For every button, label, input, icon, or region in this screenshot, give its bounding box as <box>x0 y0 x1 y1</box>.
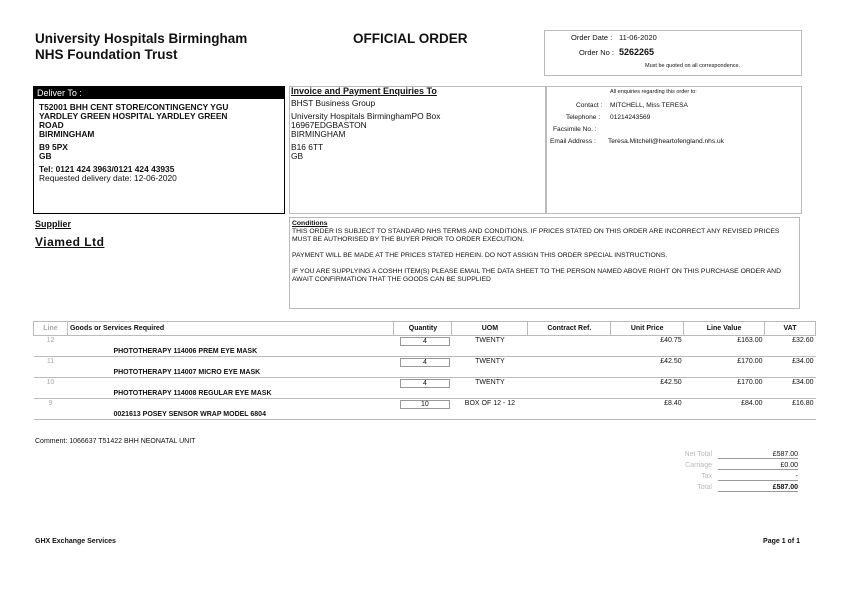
table-row <box>34 336 816 348</box>
vat-cell: £34.00 <box>792 379 814 386</box>
invoice-line3: 16967EDGBASTON <box>291 120 367 130</box>
order-info-box <box>544 30 802 76</box>
unit-price-cell: £40.75 <box>660 337 682 344</box>
deliver-country: GB <box>39 151 52 161</box>
quantity-field: 10 <box>400 400 450 409</box>
col-header-vat: VAT <box>765 322 816 336</box>
invoice-line2: University Hospitals BirminghamPO Box <box>291 111 441 121</box>
contact-value: MITCHELL, Miss TERESA <box>610 102 688 109</box>
quantity-field: 4 <box>400 379 450 388</box>
invoice-line1: BHST Business Group <box>291 98 376 108</box>
deliver-line1: T52001 BHH CENT STORE/CONTINGENCY YGU <box>39 102 229 112</box>
order-lines-table <box>33 321 816 420</box>
line-number: 9 <box>48 400 53 407</box>
vat-cell: £32.60 <box>792 337 814 344</box>
invoice-postcode: B16 6TT <box>291 142 324 152</box>
telephone-value: 01214243569 <box>610 114 651 121</box>
uom-cell: TWENTY <box>475 358 505 365</box>
trust-name-line1: University Hospitals Birmingham <box>35 31 248 46</box>
deliver-line4: BIRMINGHAM <box>39 129 95 139</box>
contract-ref-cell <box>528 357 611 369</box>
order-no-value: 5262265 <box>619 47 655 57</box>
item-description: PHOTOTHERAPY 114006 PREM EYE MASK <box>67 347 394 357</box>
conditions-paragraph-1: THIS ORDER IS SUBJECT TO STANDARD NHS TERMS AND CONDITIONS. IF PRICES STATED ON THIS ORDER ARE INCORRECT ANY REVISED PRICES MUST BE AUTHORISED BY THE BUYER PRIOR TO ORDER EXECUTION. <box>292 228 780 243</box>
tax-label: Tax <box>701 473 712 480</box>
col-header-quantity: Quantity <box>394 322 452 336</box>
invoice-title: Invoice and Payment Enquiries To <box>291 86 437 96</box>
uom-cell: BOX OF 12 - 12 <box>464 400 515 407</box>
document-title: OFFICIAL ORDER <box>353 31 468 46</box>
total-label: Total <box>697 484 712 491</box>
unit-price-cell: £42.50 <box>660 358 682 365</box>
vat-cell: £34.00 <box>792 358 814 365</box>
item-description: PHOTOTHERAPY 114007 MICRO EYE MASK <box>67 368 394 378</box>
line-value-cell: £170.00 <box>737 379 763 386</box>
telephone-label: Telephone : <box>566 114 601 121</box>
contract-ref-cell <box>528 378 611 390</box>
uom-cell: TWENTY <box>475 337 505 344</box>
total-value: £587.00 <box>718 484 798 492</box>
order-quote-note: Must be quoted on all correspondence. <box>645 63 741 69</box>
vat-cell: £16.80 <box>792 400 814 407</box>
col-header-unit-price: Unit Price <box>611 322 684 336</box>
line-value-cell: £163.00 <box>737 337 763 344</box>
table-row-description <box>34 410 816 420</box>
net-total-value: £587.00 <box>718 451 798 459</box>
table-header-row <box>34 322 816 336</box>
tax-value: - <box>718 473 798 481</box>
email-value[interactable]: Teresa.Mitchell@heartofengland.nhs.uk <box>608 138 724 145</box>
conditions-paragraph-2: PAYMENT WILL BE MADE AT THE PRICES STATED HEREIN. DO NOT ASSIGN THIS ORDER SPECIAL INSTRUCTIONS. <box>292 252 668 259</box>
totals-block <box>660 449 798 493</box>
quantity-field: 4 <box>400 337 450 346</box>
table-row-description <box>34 389 816 399</box>
net-total-label: Net Total <box>684 451 712 458</box>
contact-label: Contact : <box>576 102 603 109</box>
deliver-requested-date: Requested delivery date: 12-06-2020 <box>39 173 177 183</box>
invoice-line4: BIRMINGHAM <box>291 129 346 139</box>
deliver-to-box <box>33 86 285 214</box>
trust-name-line2: NHS Foundation Trust <box>35 47 178 62</box>
item-description: PHOTOTHERAPY 114008 REGULAR EYE MASK <box>67 389 394 399</box>
line-value-cell: £84.00 <box>741 400 763 407</box>
deliver-to-heading: Deliver To : <box>34 87 284 99</box>
line-number: 12 <box>46 337 55 344</box>
table-row <box>34 378 816 390</box>
conditions-title: Conditions <box>292 220 328 227</box>
table-row-description <box>34 347 816 357</box>
deliver-line2: YARDLEY GREEN HOSPITAL YARDLEY GREEN <box>39 111 228 121</box>
page-number: Page 1 of 1 <box>763 538 800 545</box>
table-row <box>34 357 816 369</box>
order-date-label: Order Date : <box>571 33 613 42</box>
unit-price-cell: £8.40 <box>664 400 682 407</box>
deliver-postcode: B9 5PX <box>39 142 68 152</box>
deliver-tel: Tel: 0121 424 3963/0121 424 43935 <box>39 164 175 174</box>
contact-note: All enquiries regarding this order to: <box>610 89 697 95</box>
footer-left: GHX Exchange Services <box>35 538 116 545</box>
col-header-line: Line <box>34 322 68 336</box>
uom-cell: TWENTY <box>475 379 505 386</box>
conditions-paragraph-3: IF YOU ARE SUPPLYING A COSHH ITEM(S) PLEASE EMAIL THE DATA SHEET TO THE PERSON NAMED ABOVE RIGHT ON THIS PURCHASE ORDER AND AWAIT CONFIRMATION THAT THE GOODS CAN BE SUPPLIED <box>292 268 781 283</box>
col-header-uom: UOM <box>452 322 528 336</box>
line-number: 10 <box>46 379 55 386</box>
order-comment: Comment: 1066637 T51422 BHH NEONATAL UNIT <box>35 438 196 445</box>
order-date-value: 11-06-2020 <box>619 33 657 42</box>
unit-price-cell: £42.50 <box>660 379 682 386</box>
supplier-label: Supplier <box>35 219 72 229</box>
table-row-description <box>34 368 816 378</box>
col-header-goods: Goods or Services Required <box>67 322 394 336</box>
carriage-label: Carriage <box>685 462 712 469</box>
fax-label: Facsimile No. : <box>553 126 597 133</box>
deliver-line3: ROAD <box>39 120 64 130</box>
invoice-country: GB <box>291 151 304 161</box>
line-value-cell: £170.00 <box>737 358 763 365</box>
email-label: Email Address : <box>550 138 596 145</box>
carriage-value: £0.00 <box>718 462 798 470</box>
contact-box <box>545 86 802 214</box>
line-number: 11 <box>46 358 55 365</box>
item-description: 0021613 POSEY SENSOR WRAP MODEL 6804 <box>67 410 394 420</box>
contract-ref-cell <box>528 336 611 348</box>
invoice-box <box>289 86 547 214</box>
conditions-box <box>289 217 800 309</box>
table-row <box>34 399 816 411</box>
contract-ref-cell <box>528 399 611 411</box>
quantity-field: 4 <box>400 358 450 367</box>
supplier-name: Viamed Ltd <box>35 235 105 249</box>
order-no-label: Order No : <box>579 48 615 57</box>
trust-name <box>35 31 247 63</box>
col-header-line-value: Line Value <box>684 322 765 336</box>
col-header-contract-ref: Contract Ref. <box>528 322 611 336</box>
